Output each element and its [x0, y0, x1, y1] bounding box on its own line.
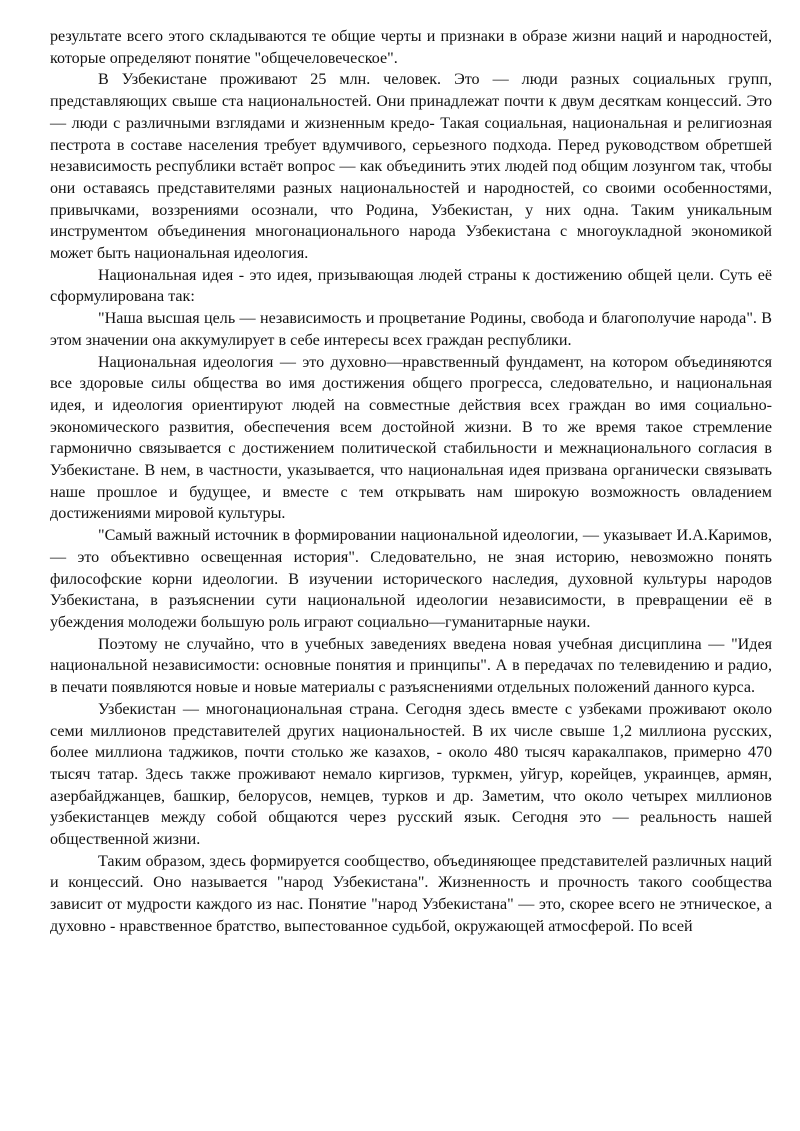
paragraph-4: "Наша высшая цель — независимость и процветание Родины, свобода и благополучие народа". В этом значении она аккумулирует в себе интересы всех граждан республики.	[50, 310, 772, 349]
paragraph-2: В Узбекистане проживают 25 млн. человек. Это — люди разных социальных групп, представляющих свыше ста национальностей. Они принадлежат почти к двум десяткам концессий. Это — люди с различными взглядами и жизненным кредо- Такая социальная, национальная и религиозная пестрота в составе населения требует вдумчивого, серьезного подхода. Перед руководством обретшей независимость республики встаёт вопрос — как объединить этих людей под общим лозунгом так, чтобы они оставаясь представителями разных национальностей и народностей, со своими особенностями, привычками, воззрениями осознали, что Родина, Узбекистан, у них одна. Таким уникальным инструментом объединения многонационального народа Узбекистана с многоукладной экономикой может быть национальная идеология.	[50, 71, 772, 263]
paragraph-5: Национальная идеология — это духовно—нравственный фундамент, на котором объединяются все здоровые силы общества во имя достижения общего прогресса, следовательно, и национальная идея, и идеология ориентируют людей на совместные действия всех граждан во имя социально-экономического развития, обеспечения всем достойной жизни. В то же время такое стремление гармонично связывается с достижением политической стабильности и межнационального согласия в Узбекистане. В нем, в частности, указывается, что национальная идея призвана органически связывать наше прошлое и будущее, и вместе с тем открывать нам широкую возможность овладением достижениями мировой культуры.	[50, 353, 772, 523]
paragraph-6: "Самый важный источник в формировании национальной идеологии, — указывает И.А.Каримов, — это объективно освещенная история". Следовательно, не зная историю, невозможно понять философские корни идеологии. В изучении исторического наследия, духовной культуры народов Узбекистана, в разъяснении сути национальной идеологии независимости, в превращении её в убеждения молодежи большую роль играют социально—гуманитарные науки.	[50, 527, 772, 631]
paragraph-8: Узбекистан — многонациональная страна. Сегодня здесь вместе с узбеками проживают около семи миллионов представителей других национальностей. В их числе свыше 1,2 миллиона русских, более миллиона таджиков, почти столько же казахов, - около 480 тысяч каракалпаков, примерно 470 тысяч татар. Здесь также проживают немало киргизов, туркмен, уйгур, корейцев, украинцев, армян, азербайджанцев, башкир, белорусов, немцев, турков и др. Заметим, что около четырех миллионов узбекистанцев между собой общаются через русский язык. Сегодня это — реальность нашей общественной жизни.	[50, 700, 772, 849]
paragraph-7: Поэтому не случайно, что в учебных заведениях введена новая учебная дисциплина — "Идея национальной независимости: основные понятия и принципы". А в передачах по телевидению и радио, в печати появляются новые и новые материалы с разъяснениями отдельных положений данного курса.	[50, 635, 772, 697]
paragraph-3: Национальная идея - это идея, призывающая людей страны к достижению общей цели. Суть её сформулирована так:	[50, 266, 772, 306]
paragraph-1: результате всего этого складываются те общие черты и признаки в образе жизни наций и народностей, которые определяют понятие "общечеловеческое".	[50, 28, 772, 67]
paragraph-9: Таким образом, здесь формируется сообщество, объединяющее представителей различных наций и концессий. Оно называется "народ Узбекистана". Жизненность и прочность такого сообщества зависит от мудрости каждого из нас. Понятие "народ Узбекистана" — это, скорее всего не этническое, а духовно - нравственное братство, выпестованное судьбой, окружающей атмосферой. По всей	[50, 852, 772, 935]
